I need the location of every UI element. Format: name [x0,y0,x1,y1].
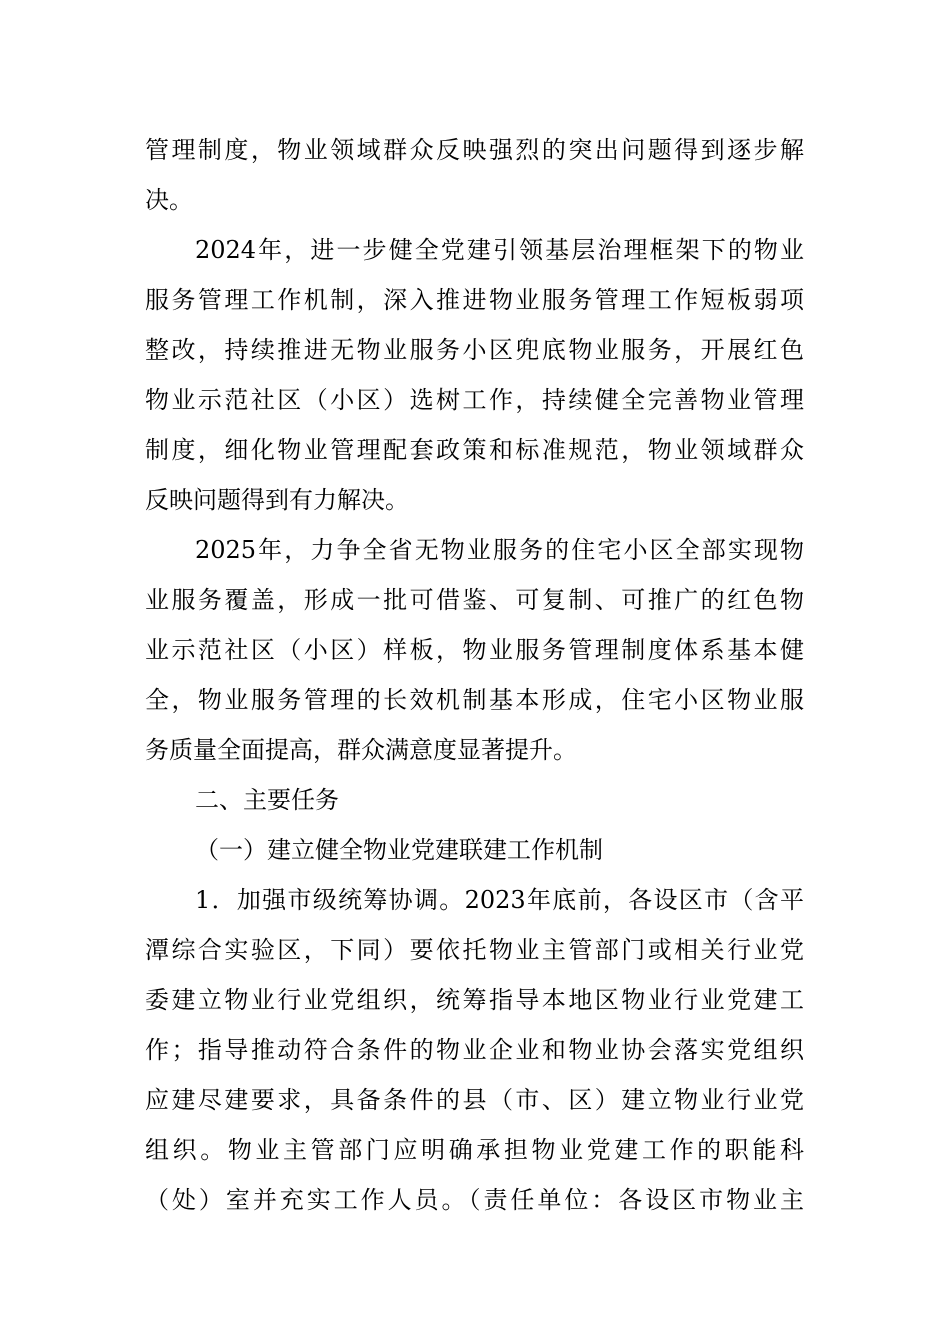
text-line: 1．加强市级统筹协调。2023年底前，各设区市（含平 [195,886,804,914]
text-line: 全，物业服务管理的长效机制基本形成，住宅小区物业服 [145,686,804,714]
text-line: 2024年，进一步健全党建引领基层治理框架下的物业 [195,236,804,264]
text-line: 2025年，力争全省无物业服务的住宅小区全部实现物 [195,536,804,564]
text-line: 应建尽建要求，具备条件的县（市、区）建立物业行业党 [145,1086,804,1114]
text-line: 决。 [145,186,193,214]
text-line: 潭综合实验区，下同）要依托物业主管部门或相关行业党 [145,936,804,964]
text-line: 业服务覆盖，形成一批可借鉴、可复制、可推广的红色物 [145,586,804,614]
text-line: （处）室并充实工作人员。（责任单位：各设区市物业主 [145,1186,804,1214]
text-line: 业示范社区（小区）样板，物业服务管理制度体系基本健 [145,636,804,664]
text-line: 整改，持续推进无物业服务小区兜底物业服务，开展红色 [145,336,804,364]
text-line: 组织。物业主管部门应明确承担物业党建工作的职能科 [145,1136,804,1164]
text-line: 制度，细化物业管理配套政策和标准规范，物业领域群众 [145,436,804,464]
text-line: 委建立物业行业党组织，统筹指导本地区物业行业党建工 [145,986,804,1014]
text-line: 管理制度，物业领域群众反映强烈的突出问题得到逐步解 [145,136,804,164]
section-heading: 二、主要任务 [195,786,339,814]
text-line: 物业示范社区（小区）选树工作，持续健全完善物业管理 [145,386,804,414]
subsection-heading: （一）建立健全物业党建联建工作机制 [195,836,603,864]
text-line: 服务管理工作机制，深入推进物业服务管理工作短板弱项 [145,286,804,314]
text-line: 反映问题得到有力解决。 [145,486,409,514]
text-line: 务质量全面提高，群众满意度显著提升。 [145,736,577,764]
text-line: 作；指导推动符合条件的物业企业和物业协会落实党组织 [145,1036,804,1064]
